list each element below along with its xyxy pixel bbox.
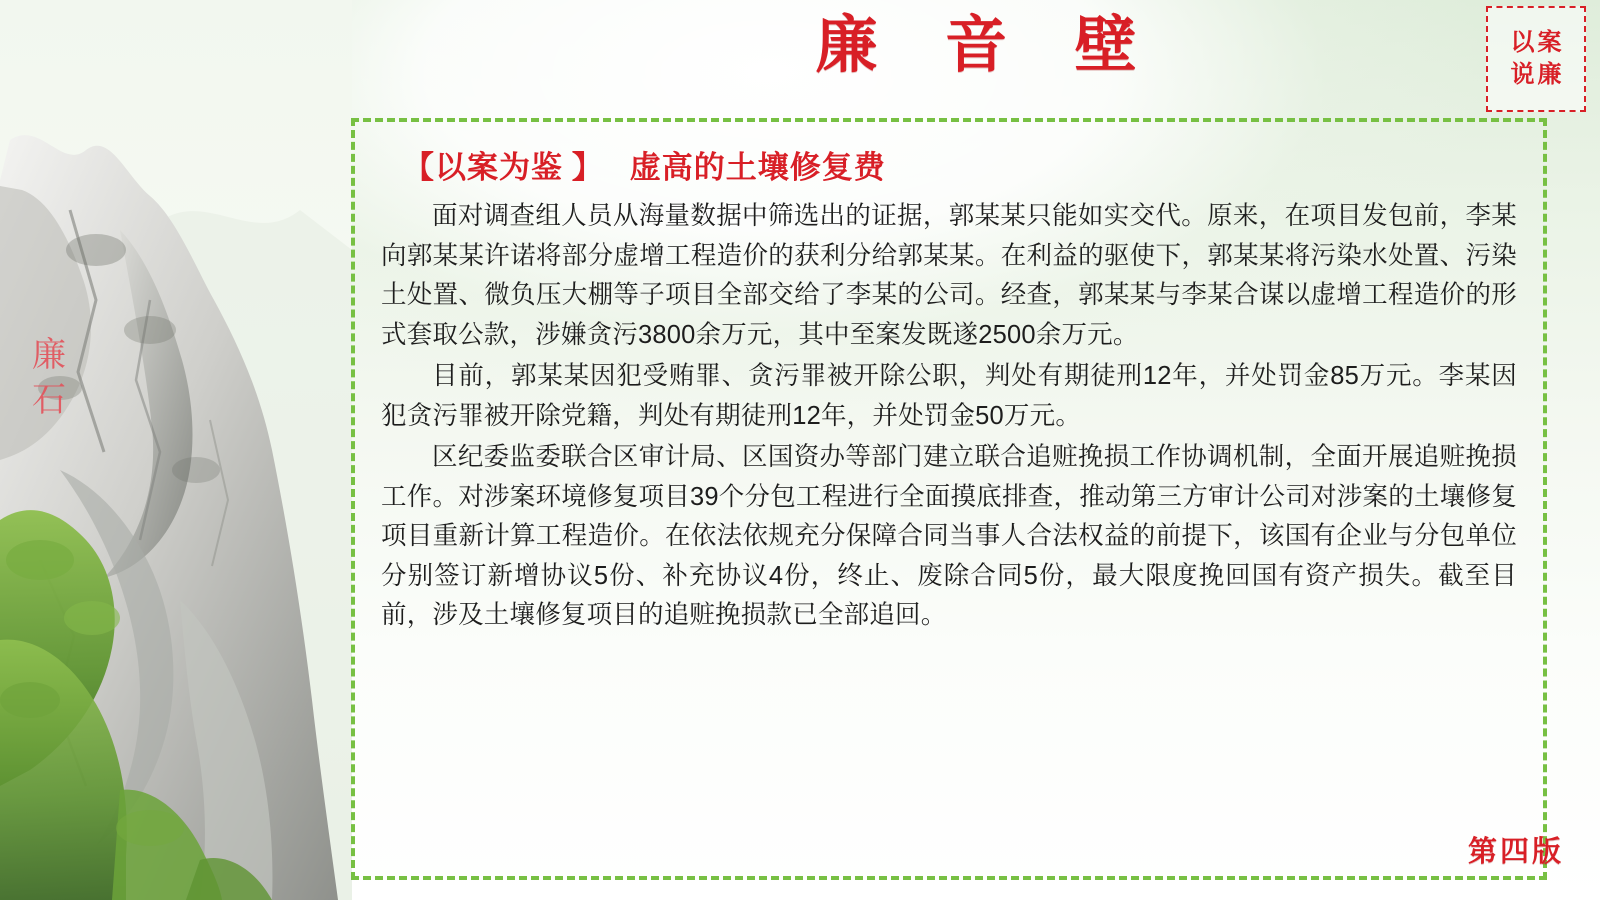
- section-seal-line2: 说廉: [1510, 62, 1565, 88]
- article-container: [351, 118, 1547, 880]
- article-heading: [403, 142, 1517, 187]
- page-number-badge: 第四版: [1467, 836, 1564, 868]
- stone-label: 廉石: [32, 337, 68, 419]
- section-seal: [1486, 6, 1586, 112]
- article-heading-tag: 【以案为鉴 】: [403, 150, 604, 185]
- article-paragraph: 目前，郭某某因犯受贿罪、贪污罪被开除公职，判处有期徒刑12年，并处罚金85万元。李某因犯贪污罪被开除党籍，判处有期徒刑12年，并处罚金50万元。: [381, 362, 1517, 430]
- masthead: [352, 8, 1600, 86]
- section-seal-line1: 以案: [1510, 29, 1565, 56]
- article-body: [381, 197, 1517, 636]
- article-heading-title: 虚高的土壤修复费: [629, 150, 886, 185]
- article-paragraph: 区纪委监委联合区审计局、区国资办等部门建立联合追赃挽损工作协调机制，全面开展追赃挽损工作。对涉案环境修复项目39个分包工程进行全面摸底排查，推动第三方审计公司对涉案的土壤修复项目重新计算工程造价。在依法依规充分保障合同当事人合法权益的前提下，该国有企业与分包单位分别签订新增协议5份、补充协议4份，终止、废除合同5份，最大限度挽回国有资产损失。截至目前，涉及土壤修复项目的追赃挽损款已全部追回。: [381, 443, 1517, 630]
- article-paragraph: 面对调查组人员从海量数据中筛选出的证据，郭某某只能如实交代。原来，在项目发包前，李某向郭某某许诺将部分虚增工程造价的获利分给郭某某。在利益的驱使下，郭某某将污染水处置、污染土处置、微负压大棚等子项目全部交给了李某的公司。经查，郭某某与李某合谋以虚增工程造价的形式套取公款，涉嫌贪污3800余万元，其中至案发既遂2500余万元。: [381, 202, 1517, 349]
- mountain-illustration: [0, 0, 352, 900]
- mountain-artwork-svg: [0, 0, 352, 900]
- page-title: 廉 音 壁: [815, 12, 1163, 80]
